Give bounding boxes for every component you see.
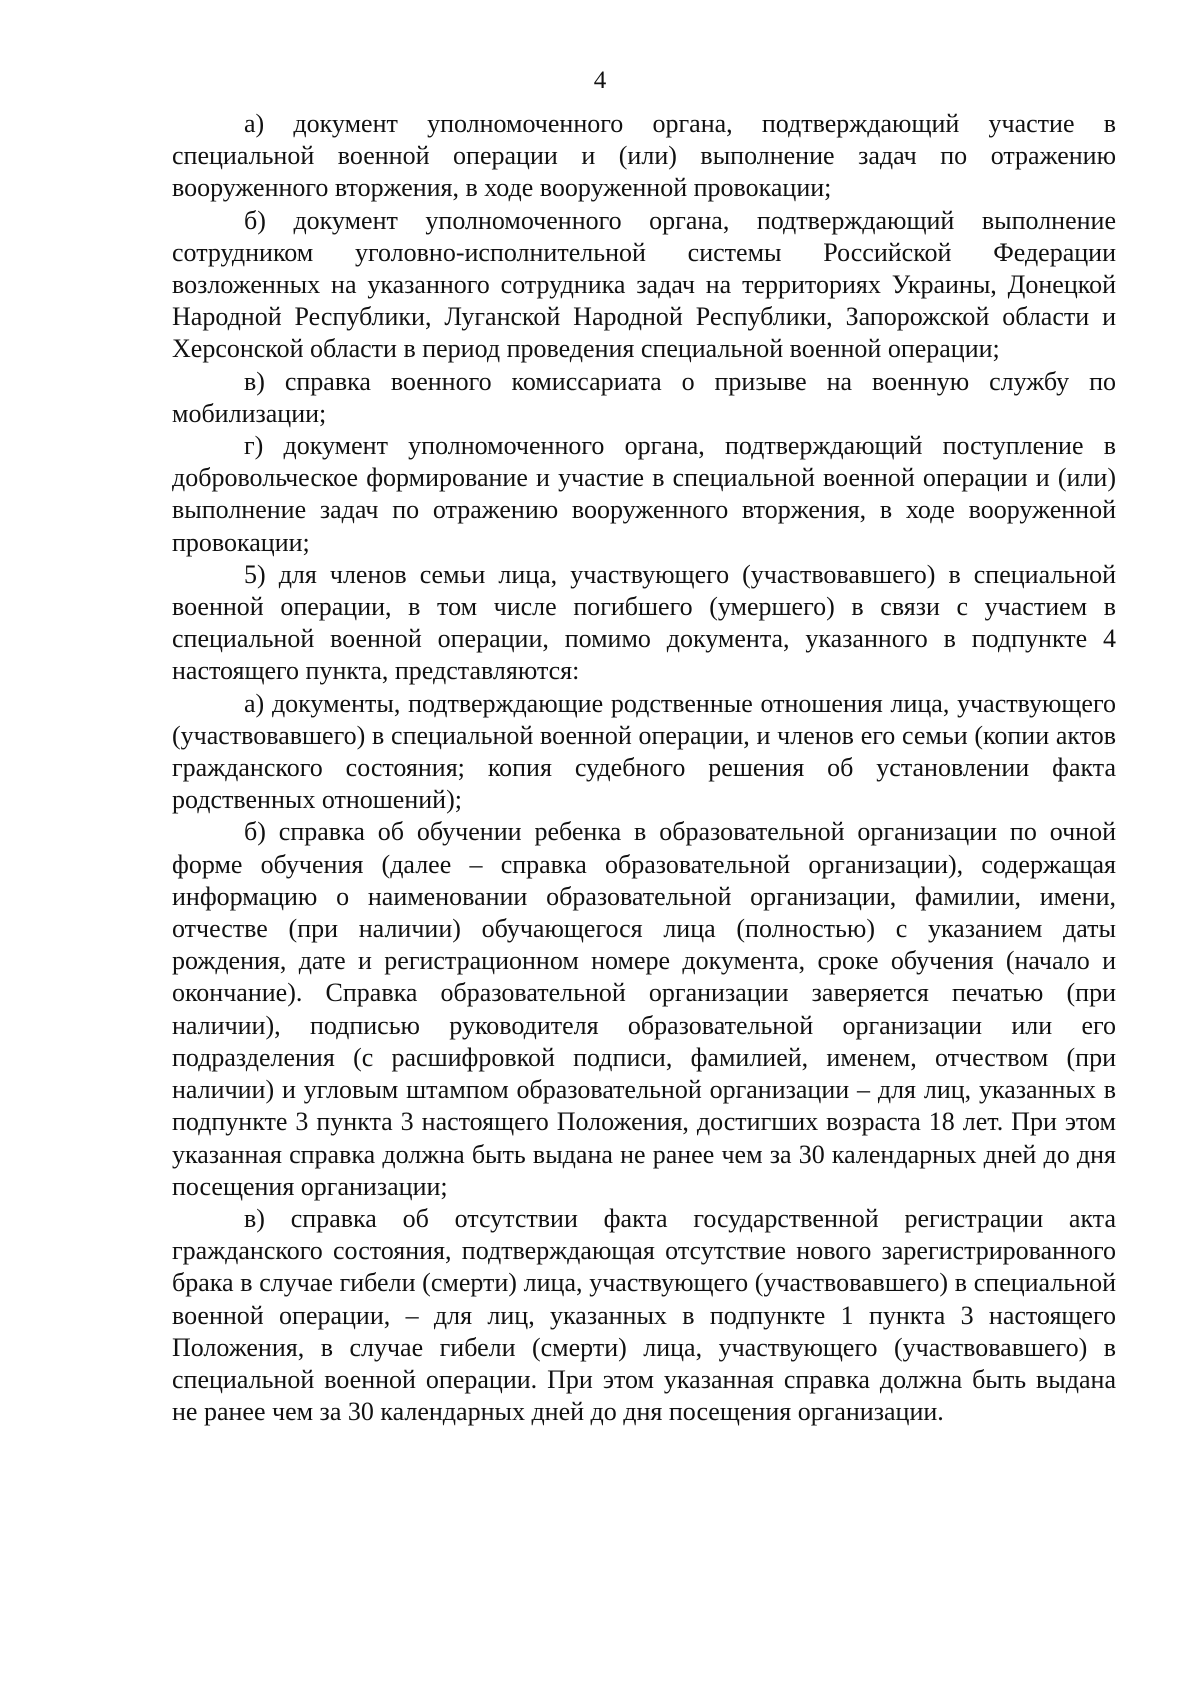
- paragraph-5a: а) документы, подтверждающие родственные отношения лица, участвующего (участвовавшего) в специальной военной операции, и членов его семьи (копии актов гражданского состояния; копия судебного решения об установлении факта родственных отношений);: [172, 688, 1116, 815]
- document-body: [172, 108, 1116, 1428]
- paragraph-4a: а) документ уполномоченного органа, подтверждающий участие в специальной военной операции и (или) выполнение задач по отражению вооруженного вторжения, в ходе вооруженной провокации;: [172, 109, 1116, 203]
- paragraph-5v: в) справка об отсутствии факта государственной регистрации акта гражданского состояния, подтверждающая отсутствие нового зарегистрированного брака в случае гибели (смерти) лица, участвующего (участвовавшего) в специальной военной операции, – для лиц, указанных в подпункте 1 пункта 3 настоящего Положения, в случае гибели (смерти) лица, участвующего (участвовавшего) в специальной военной операции. При этом указанная справка должна быть выдана не ранее чем за 30 календарных дней до дня посещения организации.: [172, 1203, 1116, 1427]
- paragraph-5: 5) для членов семьи лица, участвующего (участвовавшего) в специальной военной операции, в том числе погибшего (умершего) в связи с участием в специальной военной операции, помимо документа, указанного в подпункте 4 настоящего пункта, представляются:: [172, 559, 1116, 686]
- paragraph-4b: б) документ уполномоченного органа, подтверждающий выполнение сотрудником уголовно-исполнительной системы Российской Федерации возложенных на указанного сотрудника задач на территориях Украины, Донецкой Народной Республики, Луганской Народной Республики, Запорожской области и Херсонской области в период проведения специальной военной операции;: [172, 205, 1116, 364]
- paragraph-5b: б) справка об обучении ребенка в образовательной организации по очной форме обучения (далее – справка образовательной организации), содержащая информацию о наименовании образовательной организации, фамилии, имени, отчестве (при наличии) обучающегося лица (полностью) с указанием даты рождения, дате и регистрационном номере документа, сроке обучения (начало и окончание). Справка образовательной организации заверяется печатью (при наличии), подписью руководителя образовательной организации или его подразделения (с расшифровкой подписи, фамилией, именем, отчеством (при наличии) и угловым штампом образовательной организации – для лиц, указанных в подпункте 3 пункта 3 настоящего Положения, достигших возраста 18 лет. При этом указанная справка должна быть выдана не ранее чем за 30 календарных дней до дня посещения организации;: [172, 817, 1116, 1201]
- page-number: 4: [593, 67, 607, 94]
- paragraph-4v: в) справка военного комиссариата о призыве на военную службу по мобилизации;: [172, 366, 1116, 428]
- paragraph-4g: г) документ уполномоченного органа, подтверждающий поступление в добровольческое формирование и участие в специальной военной операции и (или) выполнение задач по отражению вооруженного вторжения, в ходе вооруженной провокации;: [172, 431, 1116, 557]
